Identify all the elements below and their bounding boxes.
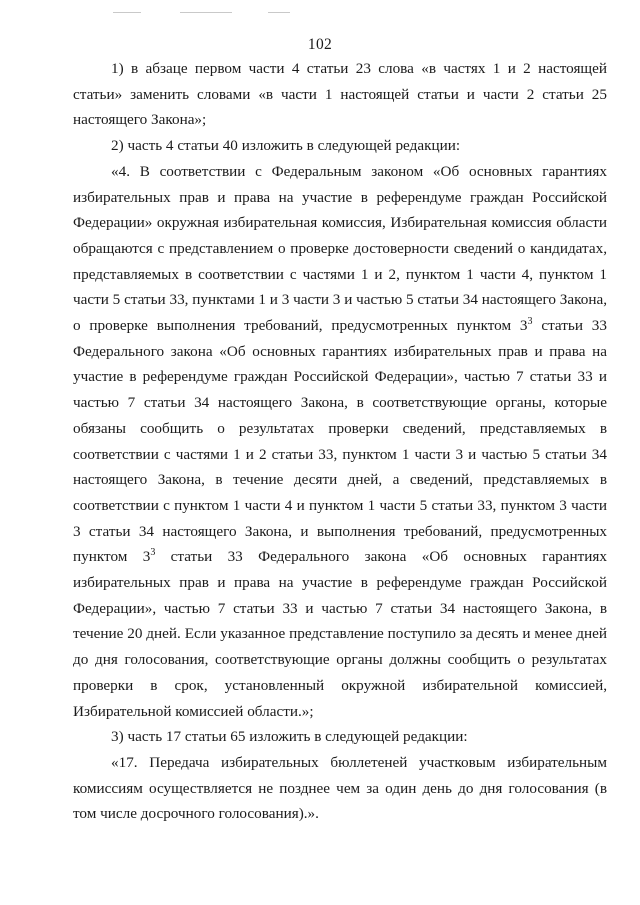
paragraph-amendment-3: 3) часть 17 статьи 65 изложить в следующей редакции: (111, 728, 468, 746)
superscript-index: 3 (150, 547, 156, 559)
text-segment: статьи 33 Федерального закона «Об основных гарантиях избирательных прав и права на участие в референдуме граждан Российской Федерации», частью 7 статьи 33 и частью 7 статьи 34 настоящего Закона, в соответствующие органы, которые обязаны сообщить о результатах проверки сведений, представляемых в соответствии с частями 1 и 2 статьи 33, пунктом 1 части 3 и частью 5 статьи 34 настоящего Закона, в течение десяти дней, а сведений, представляемых в соответствии с пунктом 1 части 4 и пунктом 1 части 5 статьи 33, пунктом 3 части 3 статьи 34 настоящего Закона, и выполнения требований, предусмотренных пунктом 3 (73, 317, 607, 566)
paragraph-article-65-part-17: «17. Передача избирательных бюллетеней участковым избирательным комиссиям осуществляется не позднее чем за один день до дня голосования (в том числе досрочного голосования).». (73, 753, 607, 823)
scan-artifact (180, 12, 232, 13)
document-body (73, 56, 607, 827)
scan-artifact (268, 12, 290, 13)
paragraph-amendment-1: 1) в абзаце первом части 4 статьи 23 слова «в частях 1 и 2 настоящей статьи» заменить словами «в части 1 настоящей статьи и части 2 статьи 25 настоящего Закона»; (73, 60, 607, 129)
text-segment: «4. В соответствии с Федеральным законом «Об основных гарантиях избирательных прав и права на участие в референдуме граждан Российской Федерации» окружная избирательная комиссия, Избирательная комиссия области обращаются с представлением о проверке достоверности сведений о кандидатах, представляемых в соответствии с частями 1 и 2, пунктом 1 части 4, пунктом 1 части 5 статьи 33, пунктами 1 и 3 части 3 и частью 5 статьи 34 настоящего Закона, о проверке выполнения требований, предусмотренных пунктом 3 (73, 162, 607, 335)
superscript-index: 3 (527, 316, 533, 328)
scan-artifact (113, 12, 141, 13)
paragraph-amendment-2: 2) часть 4 статьи 40 изложить в следующей редакции: (111, 137, 461, 155)
text-segment: статьи 33 Федерального закона «Об основных гарантиях избирательных прав и права на участие в референдуме граждан Российской Федерации», частью 7 статьи 33 и частью 7 статьи 34 настоящего Закона, в течение 20 дней. Если указанное представление поступило за десять и менее дней до дня голосования, соответствующие органы должны сообщить о результатах проверки в срок, установленный окружной избирательной комиссией, Избирательной комиссией области.»; (73, 548, 607, 720)
page-number: 102 (307, 36, 333, 53)
paragraph-article-40-part-4 (73, 159, 607, 724)
